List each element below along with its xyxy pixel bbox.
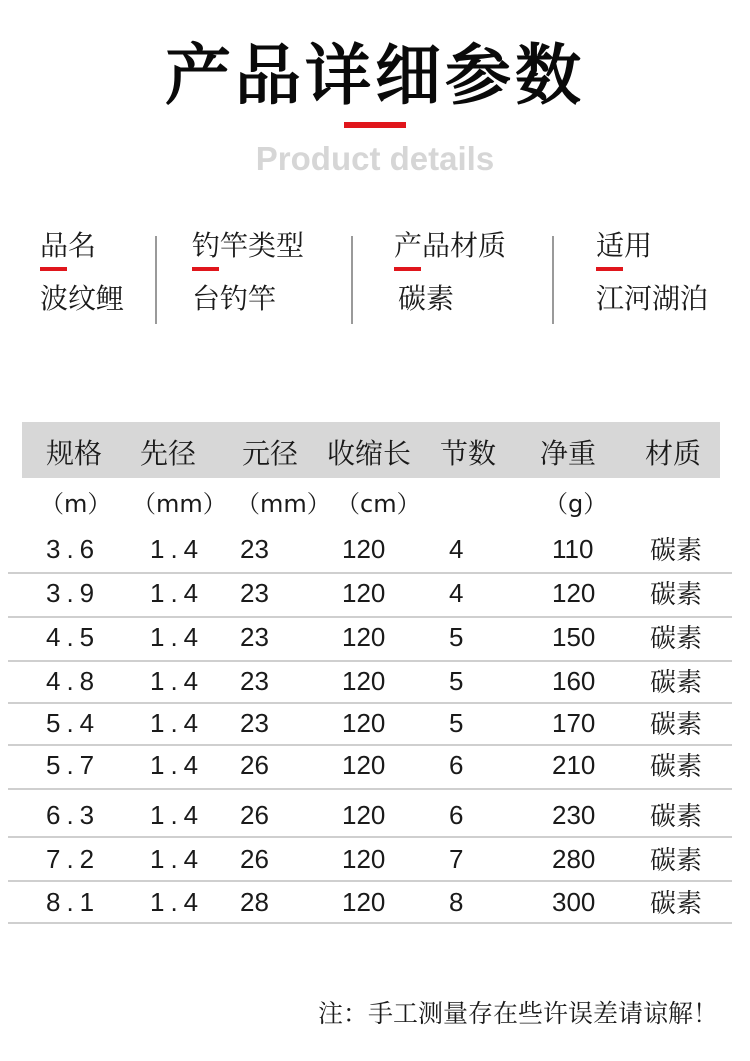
table-cell: 6 (449, 800, 464, 830)
table-cell: 280 (552, 844, 596, 874)
table-cell: 26 (240, 750, 269, 780)
table-cell: 碳素 (650, 889, 703, 919)
table-cell: 4.5 (46, 622, 101, 652)
table-cell: 120 (342, 844, 386, 874)
table-unit-cell: （cm） (336, 490, 421, 518)
table-cell: 120 (342, 800, 386, 830)
table-cell: 4.8 (46, 666, 101, 696)
table-row-divider (8, 702, 732, 704)
table-cell: 26 (240, 800, 269, 830)
table-cell: 碳素 (650, 580, 703, 610)
title-accent-bar (344, 122, 406, 128)
table-row-divider (8, 616, 732, 618)
table-cell: 碳素 (650, 710, 703, 740)
info-label: 钓竿类型 (192, 229, 305, 262)
table-cell: 6.3 (46, 800, 101, 830)
table-cell: 120 (342, 622, 386, 652)
table-cell: 5 (449, 622, 464, 652)
table-cell: 120 (342, 666, 386, 696)
table-row-divider (8, 922, 732, 924)
info-item-material (394, 226, 506, 326)
table-header-cell: 收缩长 (327, 437, 412, 470)
table-cell: 7 (449, 844, 464, 874)
table-cell: 26 (240, 844, 269, 874)
table-cell: 8.1 (46, 887, 101, 917)
footer-note: 注：手工测量存在些许误差请谅解！ (317, 999, 718, 1028)
table-header-cell: 净重 (540, 437, 597, 470)
info-label: 产品材质 (394, 229, 507, 262)
table-row-divider (8, 880, 732, 882)
table-unit-cell: （mm） (236, 490, 331, 518)
table-cell: 4 (449, 578, 464, 608)
table-cell: 23 (240, 578, 269, 608)
table-header-cell: 节数 (440, 437, 497, 470)
info-label: 品名 (40, 229, 97, 262)
table-cell: 5.4 (46, 708, 101, 738)
table-cell: 1.4 (150, 622, 205, 652)
table-cell: 碳素 (650, 668, 703, 698)
table-cell: 1.4 (150, 887, 205, 917)
table-cell: 碳素 (650, 752, 703, 782)
table-cell: 碳素 (650, 846, 703, 876)
info-item-rod-type (192, 226, 304, 326)
table-row-divider (8, 660, 732, 662)
table-unit-cell: （m） (40, 490, 112, 518)
info-label-underline (40, 267, 67, 271)
table-cell: 160 (552, 666, 596, 696)
table-cell: 210 (552, 750, 596, 780)
table-cell: 23 (240, 666, 269, 696)
info-label-underline (192, 267, 219, 271)
table-cell: 3.6 (46, 534, 101, 564)
table-cell: 碳素 (650, 802, 703, 832)
table-cell: 170 (552, 708, 596, 738)
table-unit-cell: （g） (544, 490, 608, 518)
table-cell: 23 (240, 534, 269, 564)
table-cell: 110 (552, 534, 594, 564)
table-cell: 150 (552, 622, 596, 652)
table-cell: 4 (449, 534, 464, 564)
page-subtitle: Product details (255, 140, 495, 177)
info-value: 波纹鲤 (40, 282, 125, 315)
table-cell: 120 (552, 578, 596, 608)
info-divider (351, 236, 353, 324)
table-cell: 120 (342, 578, 386, 608)
table-cell: 300 (552, 887, 596, 917)
table-cell: 8 (449, 887, 464, 917)
table-cell: 6 (449, 750, 464, 780)
table-cell: 120 (342, 708, 386, 738)
info-value: 江河湖泊 (596, 282, 709, 315)
table-cell: 23 (240, 708, 269, 738)
info-divider (552, 236, 554, 324)
table-cell: 7.2 (46, 844, 101, 874)
table-cell: 1.4 (150, 750, 205, 780)
table-cell: 1.4 (150, 666, 205, 696)
table-header-cell: 规格 (46, 437, 103, 470)
table-cell: 1.4 (150, 844, 205, 874)
table-header-cell: 先径 (140, 437, 197, 470)
info-item-name (40, 226, 124, 326)
table-header-cell: 材质 (645, 437, 702, 470)
table-cell: 1.4 (150, 800, 205, 830)
table-row-divider (8, 572, 732, 574)
table-cell: 5 (449, 666, 464, 696)
table-cell: 230 (552, 800, 596, 830)
info-label-underline (394, 267, 421, 271)
table-row-divider (8, 836, 732, 838)
table-cell: 5.7 (46, 750, 101, 780)
info-label: 适用 (596, 229, 653, 262)
table-row-divider (8, 788, 732, 790)
page-title: 产品详细参数 (165, 37, 585, 114)
info-divider (155, 236, 157, 324)
table-unit-cell: （mm） (132, 490, 227, 518)
table-header-cell: 元径 (242, 437, 299, 470)
info-value: 碳素 (398, 282, 455, 315)
table-row-divider (8, 744, 732, 746)
table-cell: 5 (449, 708, 464, 738)
table-cell: 120 (342, 534, 386, 564)
table-cell: 碳素 (650, 624, 703, 654)
info-value: 台钓竿 (192, 282, 277, 315)
table-cell: 120 (342, 887, 386, 917)
table-cell: 1.4 (150, 534, 205, 564)
table-cell: 1.4 (150, 708, 205, 738)
table-cell: 23 (240, 622, 269, 652)
table-cell: 120 (342, 750, 386, 780)
info-label-underline (596, 267, 623, 271)
table-cell: 28 (240, 887, 269, 917)
info-item-usage (596, 226, 708, 326)
table-cell: 3.9 (46, 578, 101, 608)
table-cell: 1.4 (150, 578, 205, 608)
table-cell: 碳素 (650, 536, 703, 566)
